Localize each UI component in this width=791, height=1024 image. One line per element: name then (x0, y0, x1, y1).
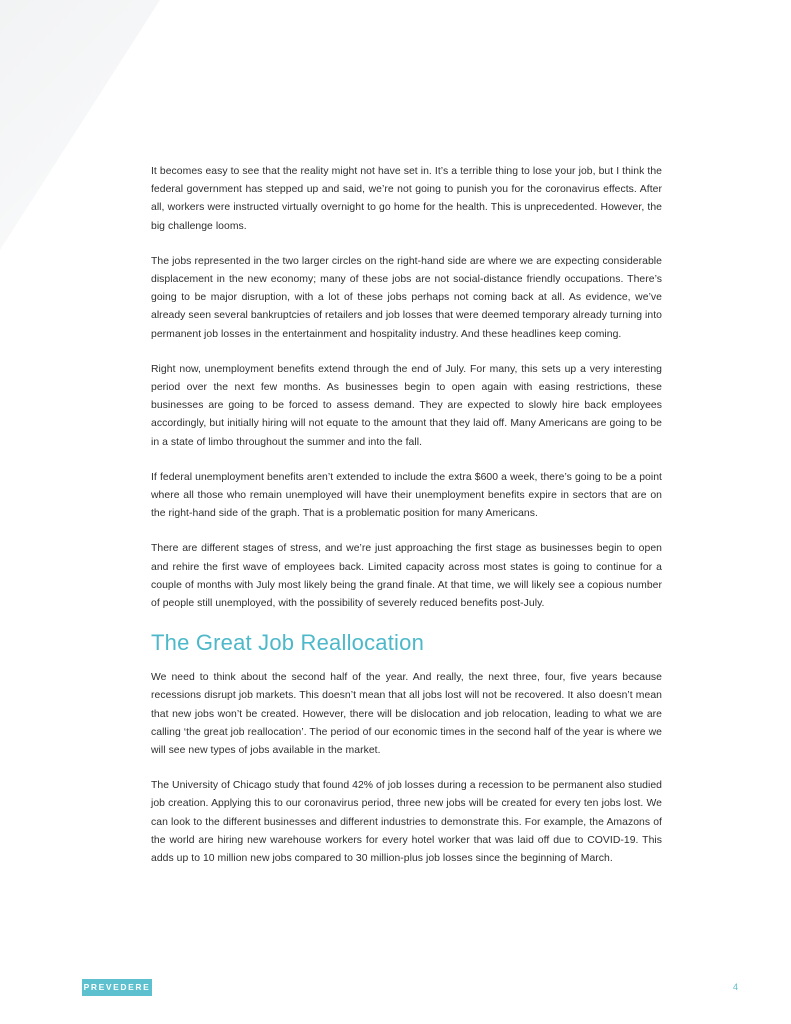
prevedere-logo: PREVEDERE (82, 979, 152, 996)
page-content (151, 163, 662, 885)
paragraph: Right now, unemployment benefits extend through the end of July. For many, this sets up a very interesting period over the next few months. As businesses begin to open again with easing restrictions, these businesses are going to be forced to assess demand. They are expected to slowly hire back employees accordingly, but initially hiring will not equate to the amount that they laid off. Many Americans are going to be in a state of limbo throughout the summer and into the fall. (151, 363, 662, 448)
section-heading: The Great Job Reallocation (151, 630, 425, 656)
paragraph: It becomes easy to see that the reality might not have set in. It’s a terrible thing to lose your job, but I think the federal government has stepped up and said, we’re not going to punish you for the coronavirus effects. After all, workers were instructed virtually overnight to go home for the health. This is unprecedented. However, the big challenge looms. (151, 166, 662, 232)
page-number: 4 (732, 982, 738, 992)
paragraph: The University of Chicago study that found 42% of job losses during a recession to be permanent also studied job creation. Applying this to our coronavirus period, three new jobs will be created for every ten jobs lost. We can look to the different businesses and different industries to demonstrate this. For example, the Amazons of the world are hiring new warehouse workers for every hotel worker that was laid off due to COVID-19. This adds up to 10 million new jobs compared to 30 million-plus job losses since the beginning of March. (151, 780, 662, 865)
paragraph: The jobs represented in the two larger circles on the right-hand side are where we are expecting considerable displacement in the new economy; many of these jobs are not social-distance friendly occupations. There’s going to be major disruption, with a lot of these jobs perhaps not coming back at all. As evidence, we’ve already seen several bankruptcies of retailers and job losses that were deemed temporary already turning into permanent job losses in the entertainment and hospitality industry. And these headlines keep coming. (151, 255, 662, 340)
paragraph: If federal unemployment benefits aren’t extended to include the extra $600 a week, there’s going to be a point where all those who remain unemployed will have their unemployment benefits expire in sectors that are on the right-hand side of the graph. That is a problematic position for many Americans. (151, 471, 662, 520)
paragraph: There are different stages of stress, and we’re just approaching the first stage as businesses begin to open and rehire the first wave of employees back. Limited capacity across most states is going to continue for a couple of months with July most likely being the grand finale. At that time, we will likely see a copious number of people still unemployed, with the possibility of severely reduced benefits post-July. (151, 543, 662, 610)
corner-decoration (0, 0, 160, 250)
paragraph: We need to think about the second half of the year. And really, the next three, four, five years because recessions disrupt job markets. This doesn’t mean that all jobs lost will not be recovered. It also doesn’t mean that new jobs won’t be created. However, there will be dislocation and job relocation, leading to what we are calling ‘the great job reallocation’. The period of our economic times in the second half of the year is where we will see new types of jobs available in the market. (151, 672, 662, 757)
